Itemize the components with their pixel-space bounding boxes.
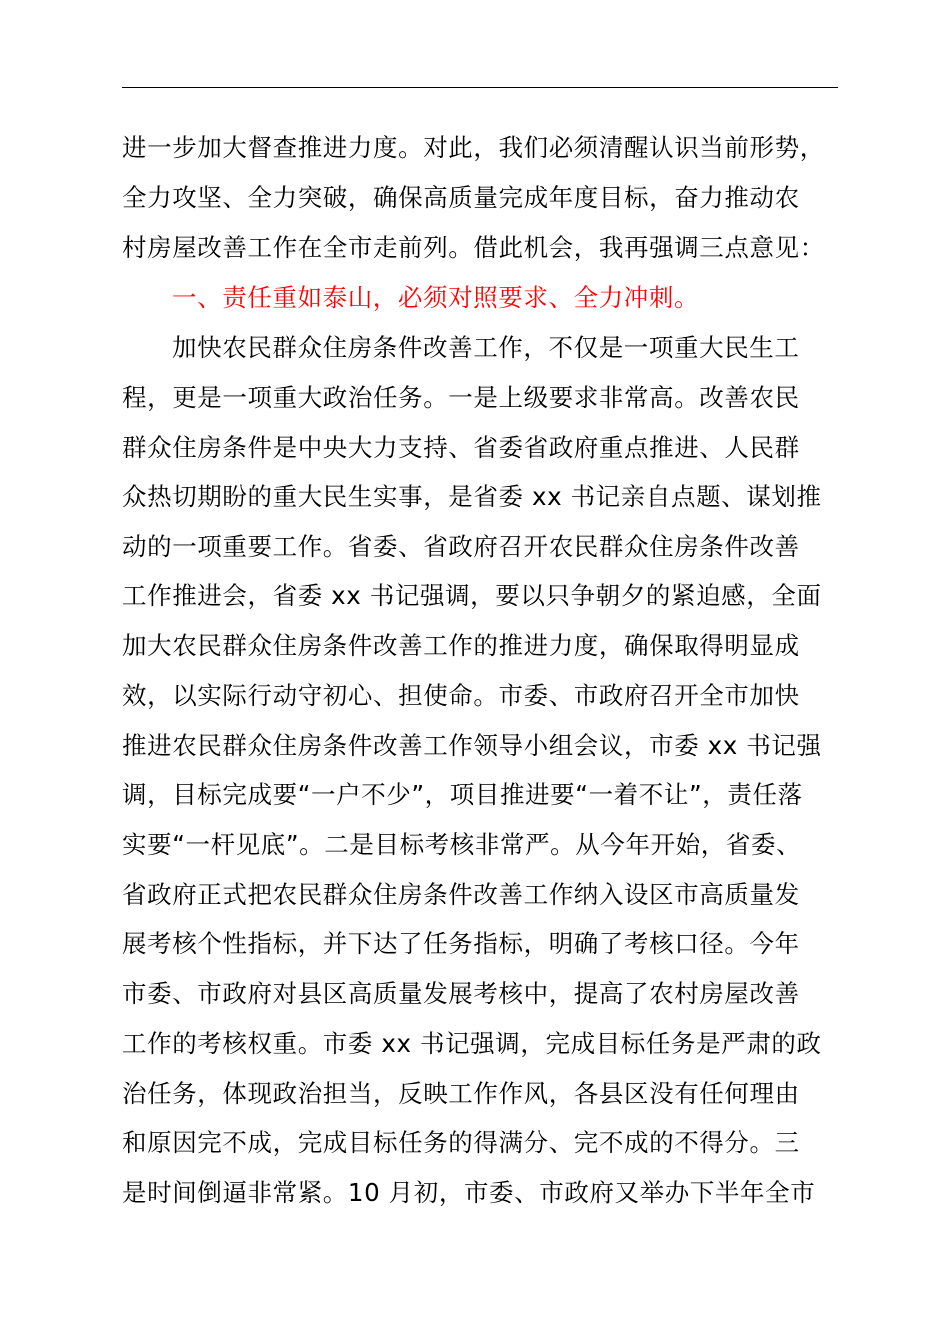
- body-line-8: 效，以实际行动守初心、担使命。市委、市政府召开全市加快: [122, 681, 800, 710]
- header-rule: [122, 87, 838, 88]
- body-line-14: 市委、市政府对县区高质量发展考核中，提高了农村房屋改善: [122, 979, 800, 1008]
- body-line-13: 展考核个性指标，并下达了任务指标，明确了考核口径。今年: [122, 929, 800, 958]
- body-line-15: 工作的考核权重。市委 xx 书记强调，完成目标任务是严肃的政: [122, 1029, 822, 1058]
- body-line-17: 和原因完不成，完成目标任务的得满分、完不成的不得分。三: [122, 1128, 800, 1157]
- body-line-12: 省政府正式把农民群众住房条件改善工作纳入设区市高质量发: [122, 880, 800, 909]
- body-line-7: 加大农民群众住房条件改善工作的推进力度，确保取得明显成: [122, 631, 800, 660]
- section-heading: 一、责任重如泰山，必须对照要求、全力冲刺。: [172, 283, 700, 312]
- intro-line-2: 全力攻坚、全力突破，确保高质量完成年度目标，奋力推动农: [122, 183, 800, 212]
- body-line-9: 推进农民群众住房条件改善工作领导小组会议，市委 xx 书记强: [122, 731, 822, 760]
- body-line-5: 动的一项重要工作。省委、省政府召开农民群众住房条件改善: [122, 532, 800, 561]
- intro-line-3: 村房屋改善工作在全市走前列。借此机会，我再强调三点意见：: [122, 233, 825, 262]
- body-line-4: 众热切期盼的重大民生实事，是省委 xx 书记亲自点题、谋划推: [122, 482, 822, 511]
- body-line-16: 治任务，体现政治担当，反映工作作风，各县区没有任何理由: [122, 1079, 800, 1108]
- body-line-18: 是时间倒逼非常紧。10 月初，市委、市政府又举办下半年全市: [122, 1178, 816, 1207]
- body-line-11: 实要“一杆见底”。二是目标考核非常严。从今年开始，省委、: [122, 830, 802, 859]
- body-line-2: 程，更是一项重大政治任务。一是上级要求非常高。改善农民: [122, 383, 800, 412]
- body-line-1: 加快农民群众住房条件改善工作，不仅是一项重大民生工: [172, 333, 800, 362]
- body-line-3: 群众住房条件是中央大力支持、省委省政府重点推进、人民群: [122, 433, 800, 462]
- intro-line-1: 进一步加大督查推进力度。对此，我们必须清醒认识当前形势，: [122, 133, 825, 162]
- body-line-10: 调，目标完成要“一户不少”，项目推进要“一着不让”，责任落: [122, 780, 803, 809]
- body-line-6: 工作推进会，省委 xx 书记强调，要以只争朝夕的紧迫感，全面: [122, 581, 822, 610]
